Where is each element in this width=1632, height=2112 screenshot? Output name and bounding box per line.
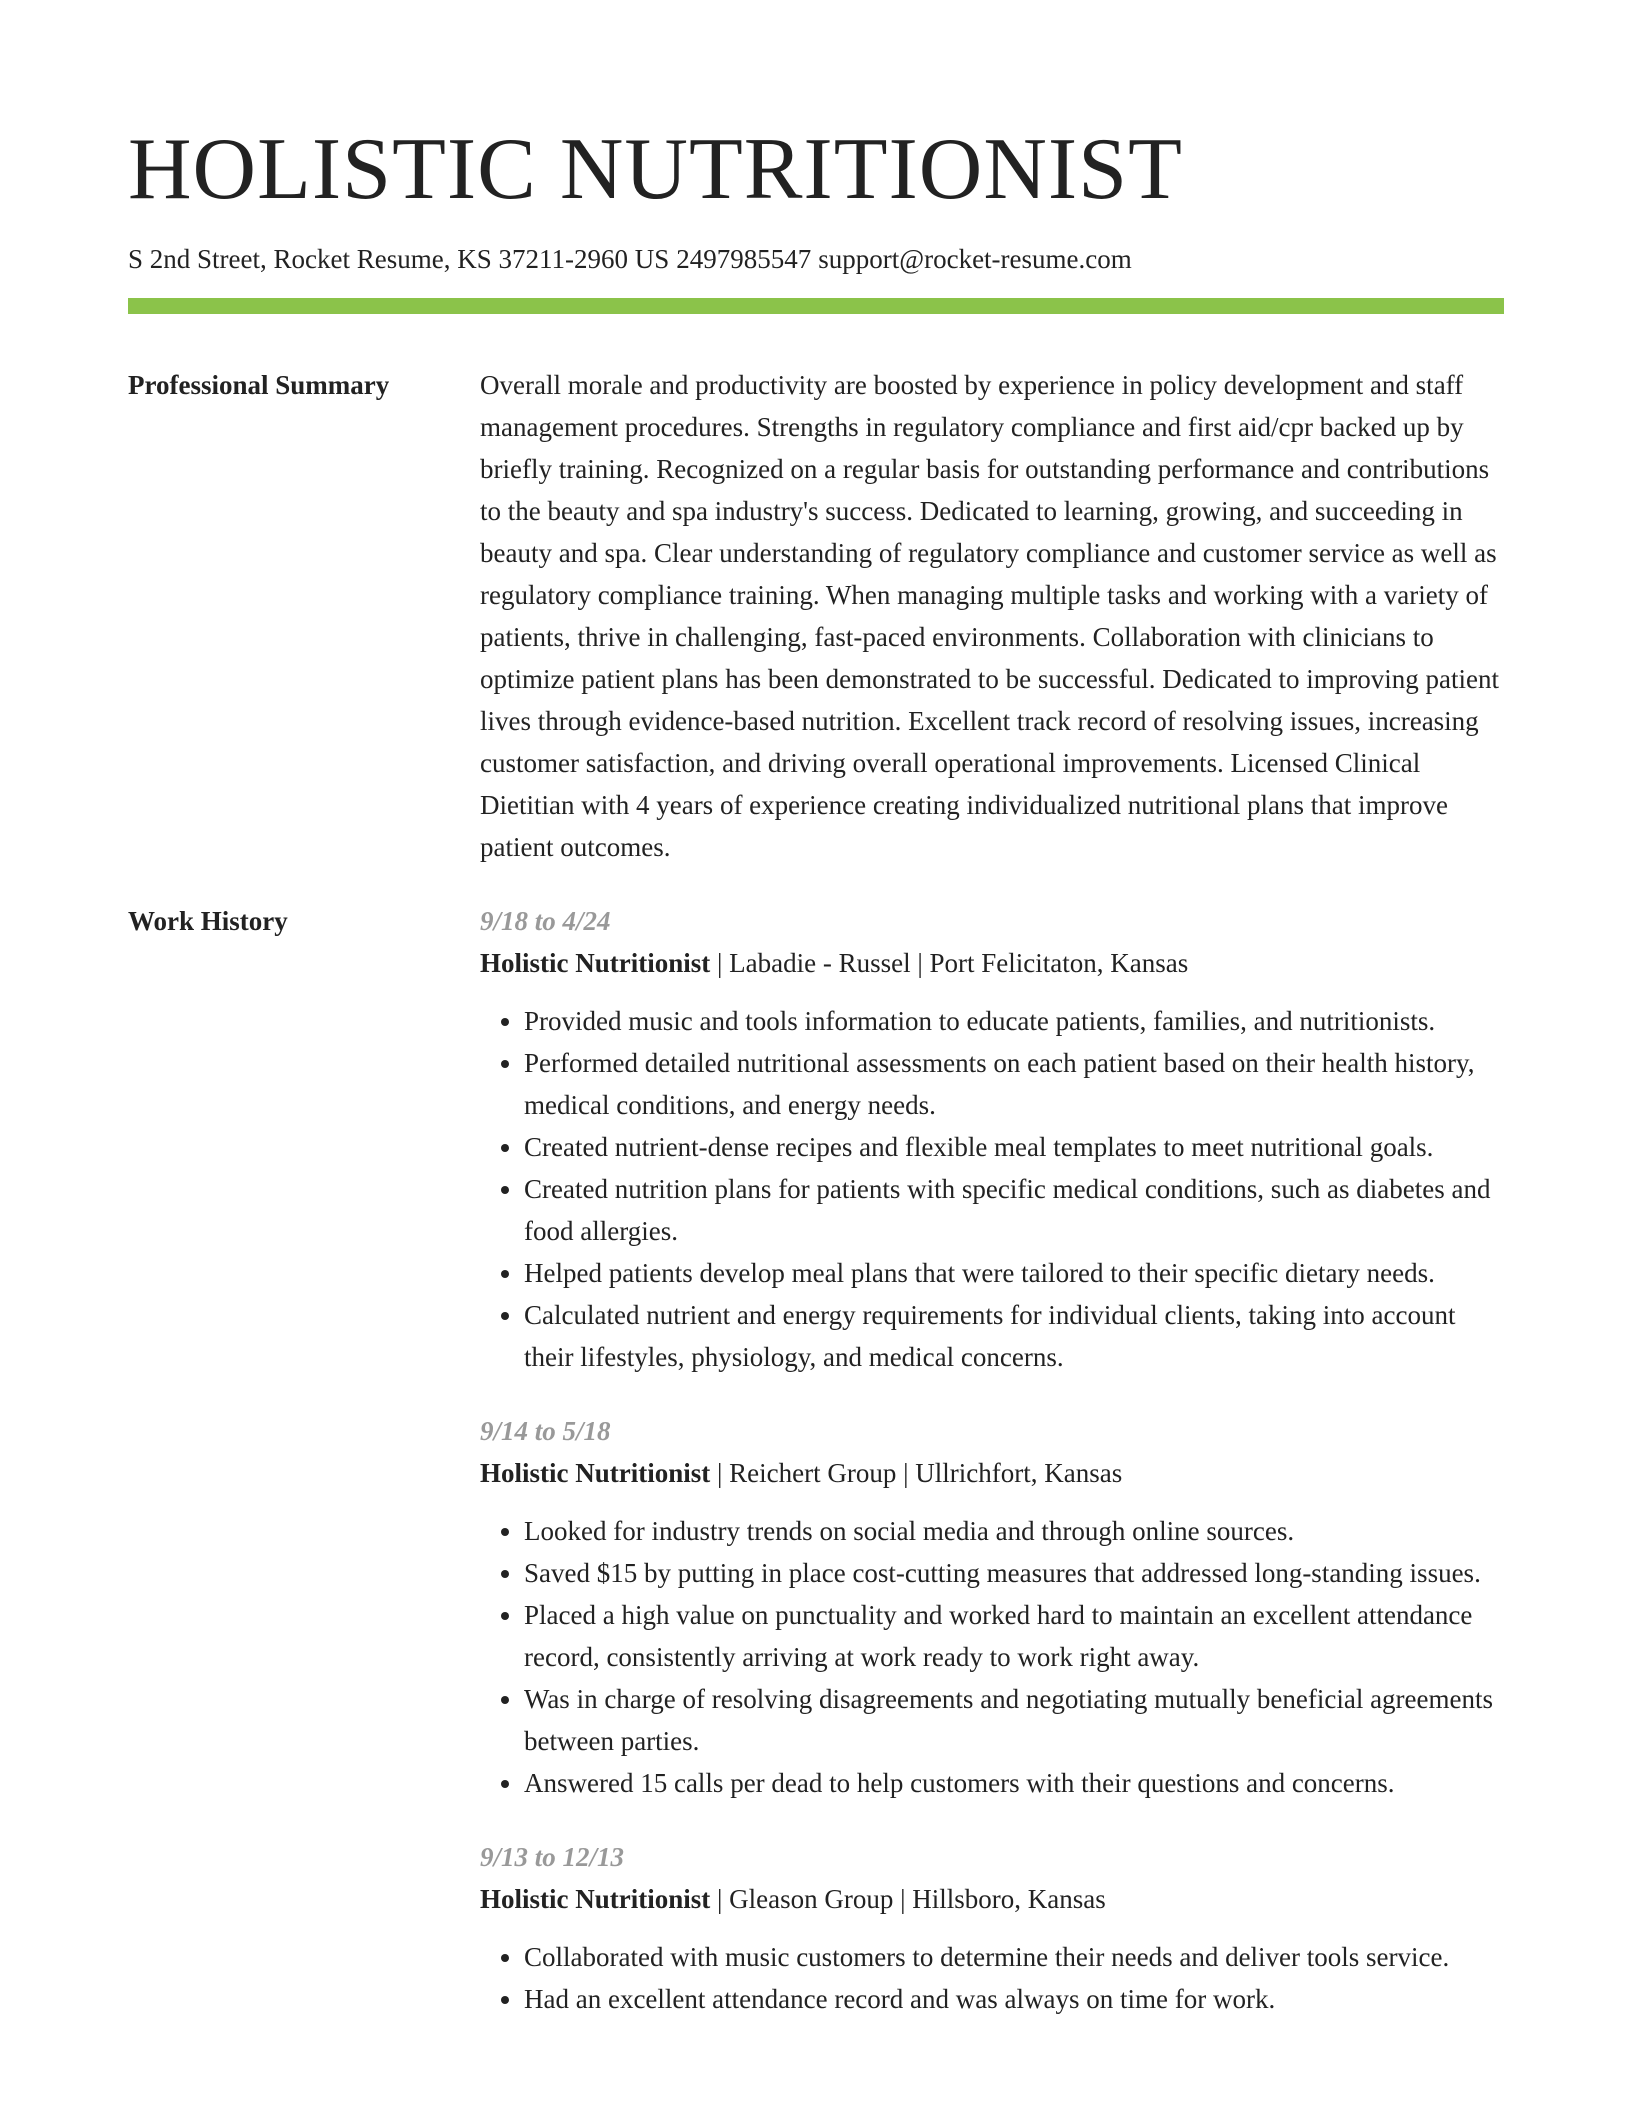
professional-summary-section	[128, 364, 1504, 868]
job-bullet: • Was in charge of resolving disagreements and negotiating mutually beneficial agreements between parties.	[524, 1678, 1504, 1762]
contact-address: S 2nd Street, Rocket Resume, KS 37211-2960 US	[128, 244, 670, 274]
job-title-line	[480, 1878, 1504, 1920]
job-bullet: • Created nutrient-dense recipes and flexible meal templates to meet nutritional goals.	[524, 1126, 1504, 1168]
job-bullet: • Performed detailed nutritional assessments on each patient based on their health history, medical conditions, and energy needs.	[524, 1042, 1504, 1126]
job-entry	[480, 1836, 1504, 2020]
job-details: | Reichert Group | Ullrichfort, Kansas	[710, 1458, 1123, 1488]
job-bullet: • Looked for industry trends on social media and through online sources.	[524, 1510, 1504, 1552]
work-body	[480, 900, 1504, 2020]
job-details: | Labadie - Russel | Port Felicitaton, Kansas	[710, 948, 1189, 978]
summary-body	[480, 364, 1504, 868]
job-title-line	[480, 1452, 1504, 1494]
job-bullet: • Created nutrition plans for patients with specific medical conditions, such as diabetes and food allergies.	[524, 1168, 1504, 1252]
job-dates: 9/14 to 5/18	[480, 1416, 611, 1446]
job-entry	[480, 900, 1504, 1378]
contact-email: support@rocket-resume.com	[818, 244, 1132, 274]
job-entry	[480, 1410, 1504, 1804]
job-bullets	[480, 1000, 1504, 1378]
header-divider	[128, 298, 1504, 314]
contact-phone: 2497985547	[676, 244, 812, 274]
contact-line	[128, 242, 1504, 276]
job-bullet: • Collaborated with music customers to determine their needs and deliver tools service.	[524, 1936, 1504, 1978]
job-bullet: • Helped patients develop meal plans that were tailored to their specific dietary needs.	[524, 1252, 1504, 1294]
job-bullet: • Provided music and tools information to educate patients, families, and nutritionists.	[524, 1000, 1504, 1042]
job-details: | Gleason Group | Hillsboro, Kansas	[710, 1884, 1106, 1914]
work-history-section	[128, 900, 1504, 2020]
job-bullet: • Saved $15 by putting in place cost-cutting measures that addressed long-standing issues.	[524, 1552, 1504, 1594]
job-bullet: • Calculated nutrient and energy requirements for individual clients, taking into account their lifestyles, physiology, and medical concerns.	[524, 1294, 1504, 1378]
job-dates: 9/18 to 4/24	[480, 906, 611, 936]
job-bullet: • Placed a high value on punctuality and worked hard to maintain an excellent attendance record, consistently arriving at work ready to work right away.	[524, 1594, 1504, 1678]
job-role: Holistic Nutritionist	[480, 948, 711, 978]
job-title-line	[480, 942, 1504, 984]
resume-name: HOLISTIC NUTRITIONIST	[128, 121, 1183, 218]
job-bullets	[480, 1510, 1504, 1804]
summary-text: Overall morale and productivity are boosted by experience in policy development and staff management procedures. Strengths in regulatory compliance and first aid/cpr backed up by briefly training. Recognized on a regular basis for outstanding performance and contributions to the beauty and spa industry's success. Dedicated to learning, growing, and succeeding in beauty and spa. Clear understanding of regulatory compliance and customer service as well as regulatory compliance training. When managing multiple tasks and working with a variety of patients, thrive in challenging, fast-paced environments. Collaboration with clinicians to optimize patient plans has been demonstrated to be successful. Dedicated to improving patient lives through evidence-based nutrition. Excellent track record of resolving issues, increasing customer satisfaction, and driving overall operational improvements. Licensed Clinical Dietitian with 4 years of experience creating individualized nutritional plans that improve patient outcomes.	[480, 370, 1499, 862]
job-bullet: • Answered 15 calls per dead to help customers with their questions and concerns.	[524, 1762, 1504, 1804]
job-bullet: • Had an excellent attendance record and was always on time for work.	[524, 1978, 1504, 2020]
job-dates: 9/13 to 12/13	[480, 1842, 625, 1872]
section-label-work: Work History	[128, 906, 288, 936]
job-bullets	[480, 1936, 1504, 2020]
job-role: Holistic Nutritionist	[480, 1458, 711, 1488]
section-label-summary: Professional Summary	[128, 370, 390, 400]
job-role: Holistic Nutritionist	[480, 1884, 711, 1914]
